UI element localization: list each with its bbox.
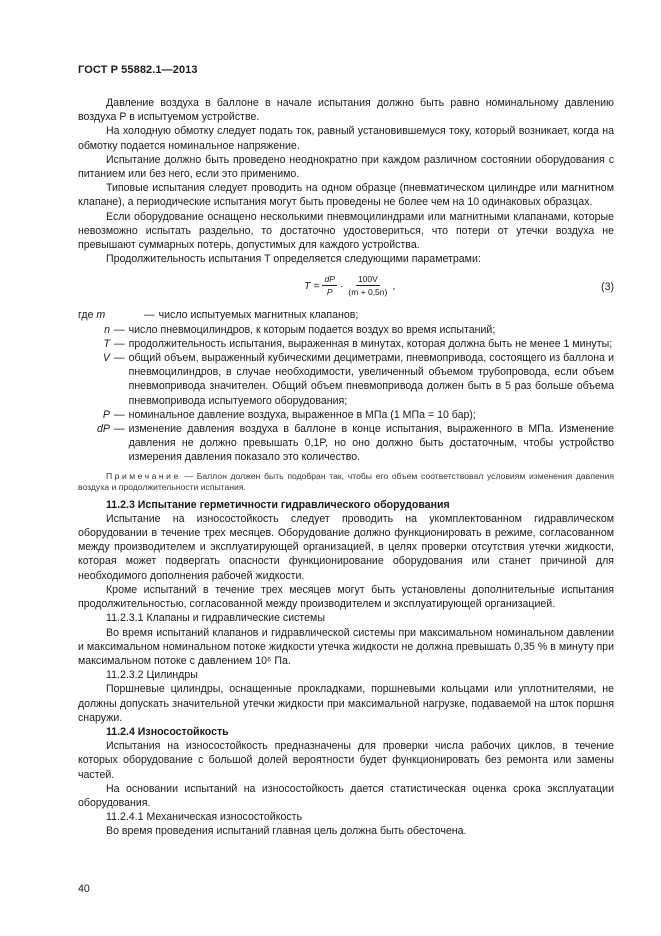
- paragraph: Испытание на износостойкость следует проводить на укомплектованном гидравлическом оборудовании в течение трех месяцев. Оборудование должно функционировать в режиме, согласованном между производителем и эксплуатирующей организацией, в целях проверки отсутствия утечки жидкости, которая может подвергать опасности функционирование оборудования или станет причиной для необходимого дополнения рабочей жидкости.: [78, 512, 614, 582]
- paragraph: Продолжительность испытания T определяется следующими параметрами:: [106, 253, 481, 266]
- definition-text: номинальное давление воздуха, выраженное в МПа (1 МПа = 10 бар);: [128, 408, 476, 421]
- paragraph: На основании испытаний на износостойкость дается статистическая оценка срока эксплуатации оборудования.: [78, 782, 614, 809]
- fraction-denominator: P: [326, 287, 333, 298]
- definition-item: [78, 337, 614, 351]
- section-heading: 11.2.4 Износостойкость: [106, 725, 229, 738]
- formula-dot: ·: [339, 279, 344, 292]
- equation-number: (3): [601, 281, 614, 294]
- definition-text: изменение давления воздуха в баллоне в конце испытания, выраженного в МПа. Изменение давления не должно превышать 0,1P, но оно должно быть достаточным, чтобы устройство измерения давления показало это количество.: [128, 423, 614, 464]
- definitions-list: [78, 308, 614, 464]
- definition-symbol: m: [96, 309, 106, 322]
- definition-item: [78, 408, 614, 422]
- note: [78, 471, 614, 494]
- formula-expression: [304, 274, 395, 297]
- page-body: [78, 96, 614, 839]
- note-text: — Баллон должен быть подобран так, чтобы его объем соответствовал условиям изменения давления воздуха и продолжительности испытания.: [78, 470, 614, 493]
- fraction-numerator: 100V: [357, 274, 378, 285]
- definition-dash: —: [114, 323, 125, 336]
- definition-text: число испытуемых магнитных клапанов;: [158, 309, 359, 322]
- paragraph: Давление воздуха в баллоне в начале испытания должно быть равно номинальному давлению воздуха P в испытуемом устройстве.: [78, 97, 614, 124]
- subsection-heading: 11.2.3.2 Цилиндры: [106, 669, 198, 682]
- paragraph: Во время испытаний клапанов и гидравлической системы при максимальном номинальном давлении и максимальном номинальном потоке жидкости утечка жидкости не должна превышать 0,35 % в минуту при максимальном потоке с давлением 10⁶ Па.: [78, 626, 614, 667]
- definition-text: число пневмоцилиндров, к которым подается воздух во время испытаний;: [128, 323, 496, 336]
- definition-dash: —: [114, 352, 125, 365]
- definition-text: продолжительность испытания, выраженная в минутах, которая должна быть не менее 1 минуты;: [128, 337, 613, 350]
- definition-symbol: dP: [97, 423, 110, 436]
- formula-3: [78, 268, 614, 308]
- definition-prefix: где: [78, 309, 97, 322]
- definition-text: общий объем, выраженный кубическими дециметрами, пневмопривода, состоящего из баллона и пневмоцилиндров, в случае необходимости, увеличенный объемом трубопровода, если объем пневмопривода значителен. Общий объем пневмопривода должен быть в 5 раз больше объема пневмопривода испытуемого оборудования;: [128, 352, 614, 407]
- definition-item: [78, 351, 614, 408]
- subsection-heading: 11.2.3.1 Клапаны и гидравлические системы: [106, 612, 325, 625]
- definition-symbol: T: [103, 337, 110, 350]
- formula-lhs: T =: [304, 279, 320, 292]
- definition-dash: —: [114, 423, 125, 436]
- paragraph: Типовые испытания следует проводить на одном образце (пневматическом цилиндре или магнитном клапане), а периодические испытания могут быть проведены не более чем на 10 одинаковых образцах.: [78, 182, 614, 209]
- paragraph: Испытание должно быть проведено неоднократно при каждом различном состоянии оборудования с питанием или без него, если это применимо.: [78, 153, 614, 181]
- page-number: 40: [78, 883, 90, 895]
- definition-symbol: n: [104, 323, 110, 336]
- definition-dash: —: [144, 309, 155, 322]
- paragraph: Поршневые цилиндры, оснащенные прокладками, поршневыми кольцами или уплотнителями, не должны допускать значительной утечки жидкости при максимальной нагрузке, подаваемой на шток поршня снаружи.: [78, 683, 614, 724]
- definition-item: [78, 422, 614, 465]
- definition-dash: —: [114, 408, 125, 421]
- paragraph: Во время проведения испытаний главная цель должна быть обесточена.: [106, 825, 467, 838]
- definition-symbol: V: [102, 352, 110, 365]
- section-heading: 11.2.3 Испытание герметичности гидравлического оборудования: [106, 498, 450, 511]
- fraction-denominator: (m + 0,5n): [348, 287, 388, 298]
- definition-dash: —: [114, 337, 125, 350]
- paragraph: Испытания на износостойкость предназначены для проверки числа рабочих циклов, в течение которых оборудование с большой долей вероятности будет функционировать без ремонта или замены частей.: [78, 740, 614, 781]
- fraction-dp-p: [322, 274, 336, 297]
- paragraph: Если оборудование оснащено несколькими пневмоцилиндрами или магнитными клапанами, которые невозможно испытать раздельно, то достаточно удостовериться, что потери от утечки воздуха не превышают суммарных потерь, допустимых для каждого устройства.: [78, 210, 614, 252]
- note-label: Примечание: [106, 470, 181, 481]
- definition-symbol: P: [102, 408, 110, 421]
- standard-header: ГОСТ Р 55882.1—2013: [78, 64, 198, 76]
- formula-tail: ,: [392, 279, 396, 292]
- fraction-numerator: dP: [324, 274, 335, 285]
- subsection-heading: 11.2.4.1 Механическая износостойкость: [106, 811, 303, 824]
- paragraph: Кроме испытаний в течение трех месяцев могут быть установлены дополнительные испытания продолжительностью, согласованной между производителем и эксплуатирующей организацией.: [78, 583, 614, 611]
- definition-item: [78, 308, 614, 322]
- paragraph: На холодную обмотку следует подать ток, равный установившемуся току, который возникает, когда на обмотку подается номинальное напряжение.: [78, 125, 614, 152]
- definition-item: [78, 323, 614, 337]
- fraction-volume: [346, 274, 389, 297]
